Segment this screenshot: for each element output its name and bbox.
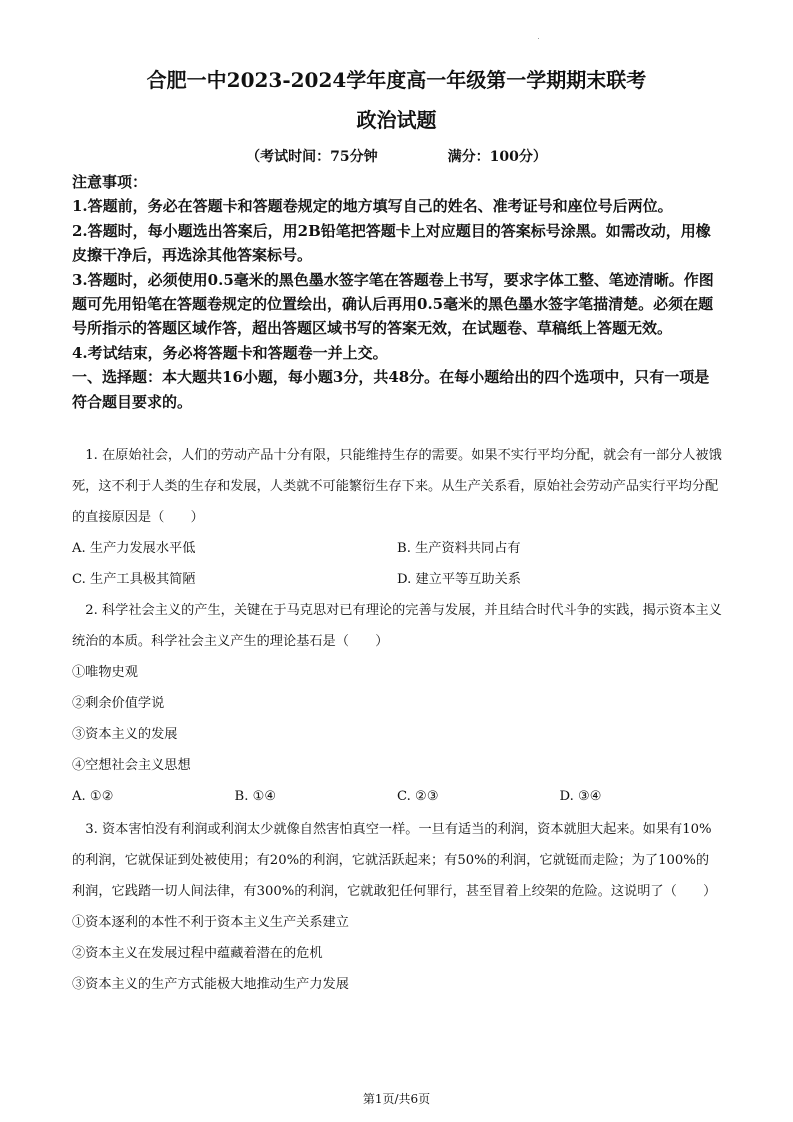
question-stem: 1. 在原始社会，人们的劳动产品十分有限，只能维持生存的需要。如果不实行平均分配，就会有一部分人被饿死，这不利于人类的生存和发展，人类就不可能繁衍生存下来。从生产关系看，原始社会劳动产品实行平均分配的直接原因是（ ） [72, 448, 722, 525]
option-a: A. 生产力发展水平低 [72, 541, 196, 556]
note-item: 3.答题时，必须使用0.5毫米的黑色墨水签字笔在答题卷上书写，要求字体工整、笔迹清晰。作图题可先用铅笔在答题卷规定的位置绘出，确认后再用0.5毫米的黑色墨水签字笔描清楚。必须在题号所指示的答题区域作答，超出答题区域书写的答案无效，在试题卷、草稿纸上答题无效。 [72, 270, 714, 338]
exam-time: （考试时间：75分钟 [246, 149, 378, 165]
option-c: C. ②③ [397, 789, 439, 804]
statement-item: ②剩余价值学说 [72, 696, 165, 711]
statement-item: ②资本主义在发展过程中蕴藏着潜在的危机 [72, 946, 323, 961]
option-a: A. ①② [72, 789, 114, 804]
question-1 [72, 440, 722, 595]
options-row [72, 533, 722, 564]
page-number: 第1页/共6页 [362, 1092, 431, 1106]
exam-score: 满分：100分） [447, 149, 547, 165]
option-c: C. 生产工具极其简陋 [72, 572, 196, 587]
statement-item: ③资本主义的发展 [72, 727, 178, 742]
statement-item: ④空想社会主义思想 [72, 758, 191, 773]
subject-title: 政治试题 [356, 108, 437, 132]
question-2 [72, 595, 722, 812]
notes-block [72, 170, 722, 414]
question-stem: 3. 资本害怕没有利润或利润太少就像自然害怕真空一样。一旦有适当的利润，资本就胆大起来。如果有10%的利润，它就保证到处被使用；有20%的利润，它就活跃起来；有50%的利润，它就铤而走险；为了100%的利润，它践踏一切人间法律，有300%的利润，它就敢犯任何罪行，甚至冒着上绞架的危险。这说明了（ ） [72, 822, 717, 899]
question-3 [72, 814, 722, 1000]
options-row [72, 564, 722, 595]
notes-heading: 注意事项： [72, 173, 148, 191]
note-item: 2.答题时，每小题选出答案后，用2B铅笔把答题卡上对应题目的答案标号涂黑。如需改动，用橡皮擦干净后，再选涂其他答案标号。 [72, 221, 711, 265]
note-item: 4.考试结束，务必将答题卡和答题卷一并上交。 [72, 343, 388, 362]
option-b: B. ①④ [234, 789, 277, 804]
exam-meta [0, 146, 793, 166]
statement-item: ①资本逐利的本性不利于资本主义生产关系建立 [72, 915, 349, 930]
option-d: D. 建立平等互助关系 [397, 572, 521, 587]
statement-item: ①唯物史观 [72, 665, 138, 680]
statement-item: ③资本主义的生产方式能极大地推动生产力发展 [72, 977, 349, 992]
options-row [72, 781, 722, 812]
option-b: B. 生产资料共同占有 [397, 541, 521, 556]
scan-dot [538, 38, 539, 39]
question-stem: 2. 科学社会主义的产生，关键在于马克思对已有理论的完善与发展，并且结合时代斗争的实践，揭示资本主义统治的本质。科学社会主义产生的理论基石是（ ） [72, 603, 722, 649]
exam-title: 合肥一中2023-2024学年度高一年级第一学期期末联考 [146, 68, 647, 92]
note-item: 1.答题前，务必在答题卡和答题卷规定的地方填写自己的姓名、准考证号和座位号后两位。 [72, 197, 673, 216]
section-heading: 一、选择题：本大题共16小题，每小题3分，共48分。在每小题给出的四个选项中，只有一项是符合题目要求的。 [72, 368, 710, 411]
option-d: D. ③④ [559, 789, 602, 804]
